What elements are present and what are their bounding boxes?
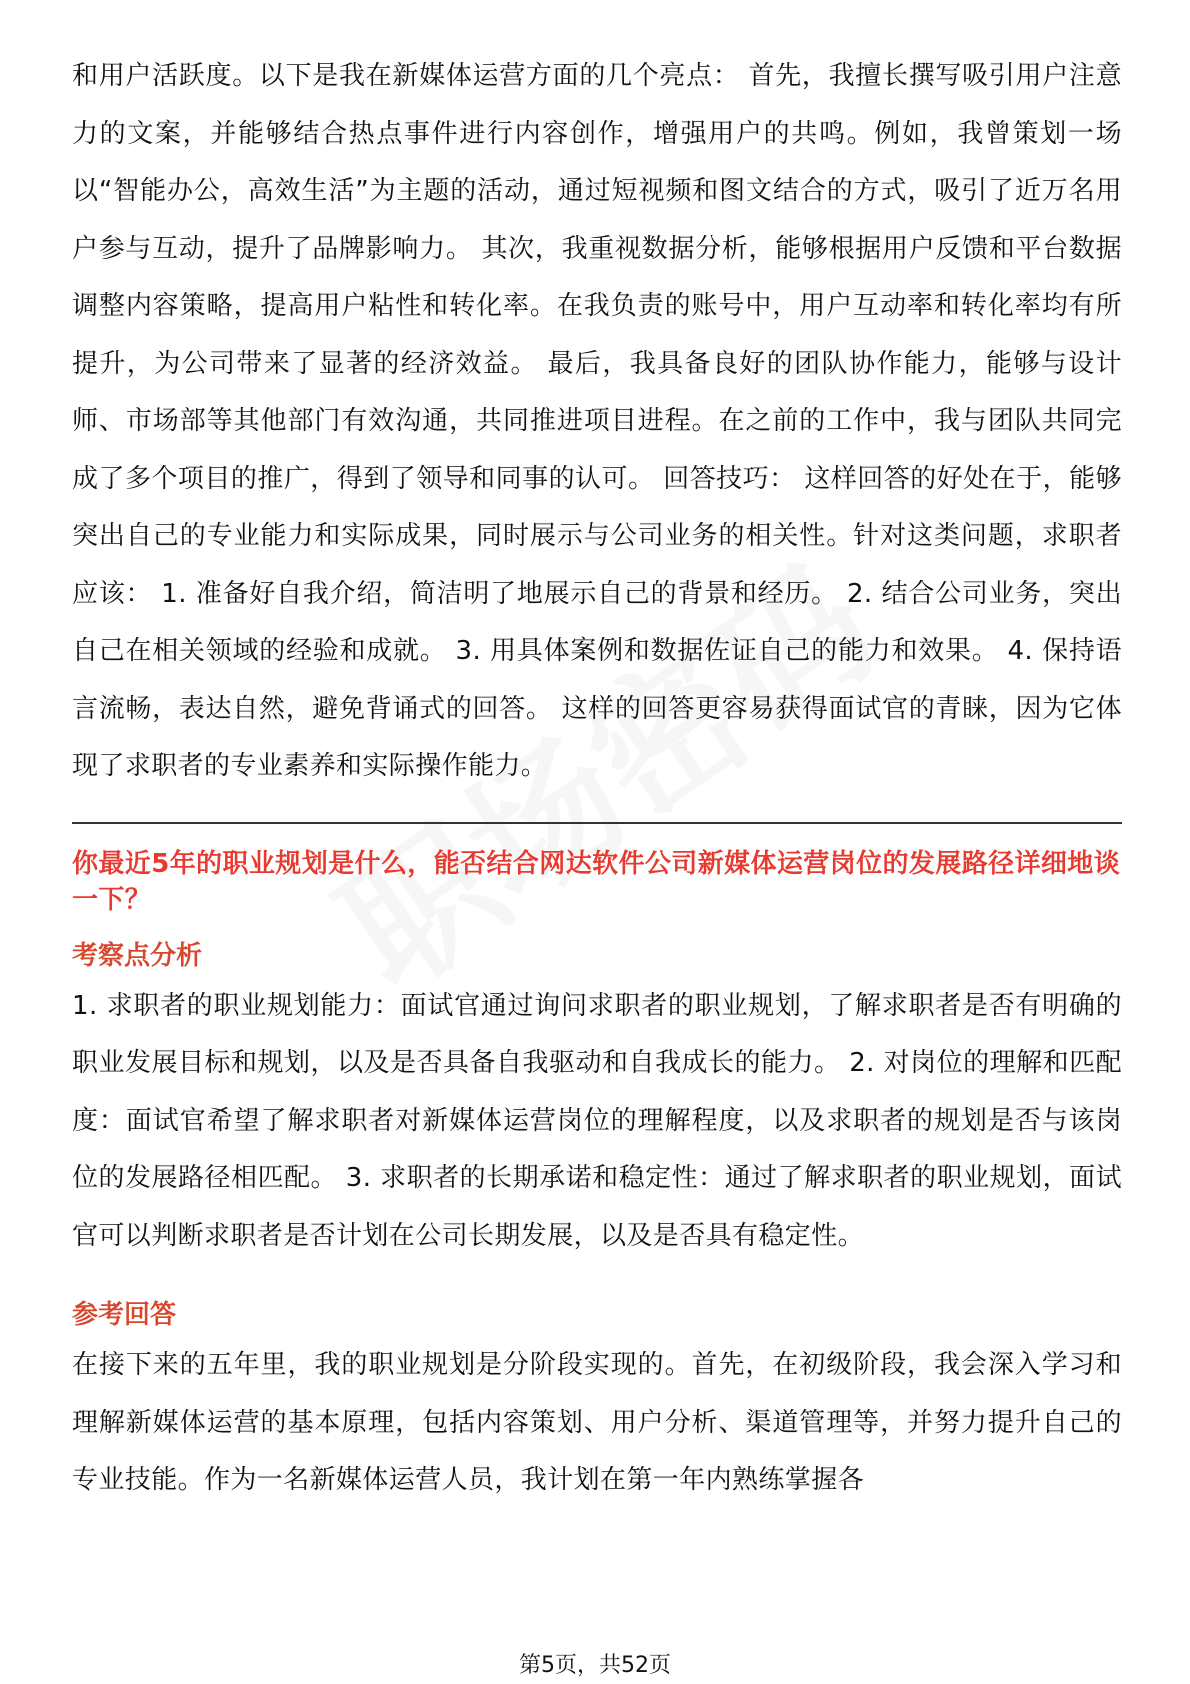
- analysis-body: 1. 求职者的职业规划能力：面试官通过询问求职者的职业规划，了解求职者是否有明确的职业发展目标和规划，以及是否具备自我驱动和自我成长的能力。 2. 对岗位的理解和匹配度：面试官希望了解求职者对新媒体运营岗位的理解程度，以及求职者的规划是否与该岗位的发展路径相匹配。 3. 求职者的长期承诺和稳定性：通过了解求职者的职业规划，面试官可以判断求职者是否计划在公司长期发展，以及是否具有稳定性。: [72, 990, 1122, 1251]
- question-heading: 你最近5年的职业规划是什么，能否结合网达软件公司新媒体运营岗位的发展路径详细地谈一下？: [72, 848, 1121, 915]
- section-divider: [72, 822, 1122, 824]
- document-page: [72, 48, 1122, 1510]
- answer-body: 在接下来的五年里，我的职业规划是分阶段实现的。首先，在初级阶段，我会深入学习和理解新媒体运营的基本原理，包括内容策划、用户分析、渠道管理等，并努力提升自己的专业技能。作为一名新媒体运营人员，我计划在第一年内熟练掌握各: [72, 1350, 1122, 1495]
- analysis-title: 考察点分析: [72, 940, 203, 971]
- answer-title: 参考回答: [72, 1300, 177, 1330]
- intro-paragraph: 和用户活跃度。以下是我在新媒体运营方面的几个亮点： 首先，我擅长撰写吸引用户注意力的文案，并能够结合热点事件进行内容创作，增强用户的共鸣。例如，我曾策划一场以“智能办公，高效生活”为主题的活动，通过短视频和图文结合的方式，吸引了近万名用户参与互动，提升了品牌影响力。 其次，我重视数据分析，能够根据用户反馈和平台数据调整内容策略，提高用户粘性和转化率。在我负责的账号中，用户互动率和转化率均有所提升，为公司带来了显著的经济效益。 最后，我具备良好的团队协作能力，能够与设计师、市场部等其他部门有效沟通，共同推进项目进程。在之前的工作中，我与团队共同完成了多个项目的推广，得到了领导和同事的认可。 回答技巧： 这样回答的好处在于，能够突出自己的专业能力和实际成果，同时展示与公司业务的相关性。针对这类问题，求职者应该： 1. 准备好自我介绍，简洁明了地展示自己的背景和经历。 2. 结合公司业务，突出自己在相关领域的经验和成就。 3. 用具体案例和数据佐证自己的能力和效果。 4. 保持语言流畅，表达自然，避免背诵式的回答。 这样的回答更容易获得面试官的青睐，因为它体现了求职者的专业素养和实际操作能力。: [72, 61, 1122, 781]
- page-number-footer: 第5页，共52页: [519, 1653, 671, 1678]
